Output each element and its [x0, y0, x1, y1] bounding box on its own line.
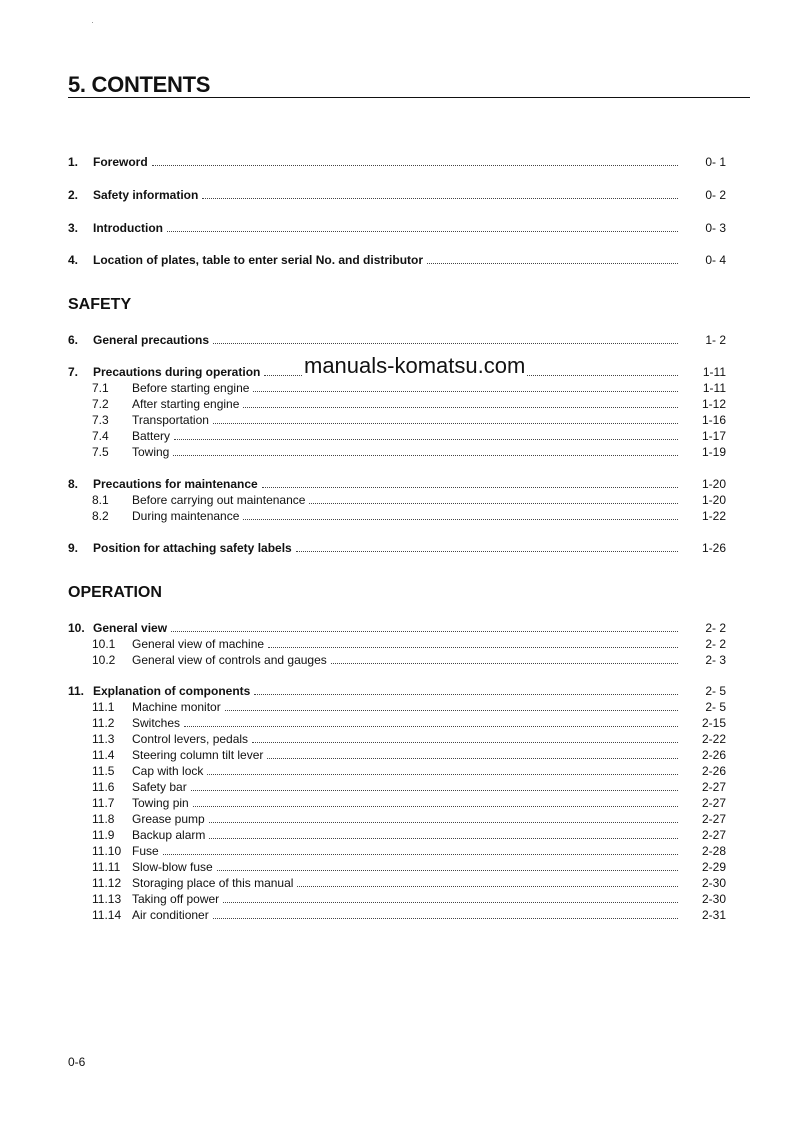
toc-entry-number: 7. [68, 365, 79, 379]
toc-entry-number: 11.14 [92, 908, 122, 922]
toc-entry[interactable] [68, 540, 726, 556]
toc-entry-title: Introduction [93, 221, 163, 235]
toc-entry-number: 1. [68, 155, 79, 169]
dot-leader [213, 412, 678, 424]
toc-entry-number: 11.13 [92, 892, 122, 906]
toc-entry[interactable] [68, 476, 726, 492]
toc-entry-page: 2-27 [701, 780, 726, 794]
toc-entry-number: 11.8 [92, 812, 115, 826]
toc-entry-page: 0- 1 [705, 155, 726, 169]
toc-entry[interactable] [68, 795, 726, 811]
toc-entry-page: 2-30 [701, 892, 726, 906]
toc-entry-page: 2-26 [701, 764, 726, 778]
toc-entry-page: 2- 3 [705, 653, 726, 667]
toc-entry-number: 11.6 [92, 780, 115, 794]
toc-entry[interactable] [68, 907, 726, 923]
toc-entry[interactable] [68, 396, 726, 412]
toc-entry[interactable] [68, 252, 726, 268]
toc-entry-page: 2-15 [701, 716, 726, 730]
dot-leader [254, 683, 678, 695]
dot-leader [297, 875, 678, 887]
toc-entry-page: 1-12 [701, 397, 726, 411]
toc-entry-number: 11.12 [92, 876, 122, 890]
toc-entry-number: 11.9 [92, 828, 115, 842]
dot-leader [223, 891, 678, 903]
toc-entry-number: 7.4 [92, 429, 109, 443]
toc-entry[interactable] [68, 620, 726, 636]
dot-leader [331, 652, 678, 664]
toc-entry-title: Cap with lock [132, 764, 204, 778]
toc-entry[interactable] [68, 763, 726, 779]
dot-leader [207, 763, 678, 775]
toc-entry-number: 11.1 [92, 700, 115, 714]
toc-entry-number: 11.4 [92, 748, 115, 762]
toc-entry-number: 11.7 [92, 796, 115, 810]
toc-entry-title: Taking off power [132, 892, 220, 906]
toc-entry-title: General view of controls and gauges [132, 653, 327, 667]
toc-entry-title: Fuse [132, 844, 159, 858]
dot-leader [174, 428, 678, 440]
toc-entry-title: Grease pump [132, 812, 205, 826]
toc-entry-number: 7.2 [92, 397, 109, 411]
toc-entry-page: 2-29 [701, 860, 726, 874]
dot-leader [243, 396, 678, 408]
toc-entry-page: 1-20 [701, 477, 726, 491]
toc-entry-title: Slow-blow fuse [132, 860, 213, 874]
toc-entry[interactable] [68, 747, 726, 763]
dot-leader [213, 907, 678, 919]
toc-entry-number: 8.1 [92, 493, 109, 507]
toc-entry-page: 1-26 [701, 541, 726, 555]
toc-entry-page: 1-11 [702, 365, 726, 379]
toc-entry-title: Before carrying out maintenance [132, 493, 306, 507]
dot-leader [191, 779, 678, 791]
toc-entry-number: 4. [68, 253, 79, 267]
toc-entry-title: Safety bar [132, 780, 187, 794]
toc-entry[interactable] [68, 492, 726, 508]
toc-entry[interactable] [68, 699, 726, 715]
dot-leader [225, 699, 678, 711]
toc-entry-title: General precautions [93, 333, 210, 347]
toc-entry-number: 2. [68, 188, 79, 202]
toc-entry-number: 10. [68, 621, 85, 635]
toc-entry-page: 2- 5 [705, 700, 726, 714]
toc-entry-title: General view [93, 621, 168, 635]
dot-leader [309, 492, 678, 504]
toc-entry-page: 2-31 [701, 908, 726, 922]
toc-entry[interactable] [68, 891, 726, 907]
toc-entry-number: 6. [68, 333, 79, 347]
toc-entry-title: Storaging place of this manual [132, 876, 294, 890]
toc-entry-page: 2- 5 [705, 684, 726, 698]
toc-entry-title: After starting engine [132, 397, 240, 411]
page-number: 0-6 [68, 1055, 86, 1069]
dot-leader [262, 476, 678, 488]
toc-entry[interactable] [68, 187, 726, 203]
dot-leader [217, 859, 678, 871]
toc-entry-page: 2-27 [701, 812, 726, 826]
toc-entry[interactable] [68, 636, 726, 652]
scan-speck [92, 22, 93, 23]
dot-leader [209, 827, 678, 839]
toc-entry[interactable] [68, 731, 726, 747]
toc-entry[interactable] [68, 380, 726, 396]
toc-entry[interactable] [68, 508, 726, 524]
toc-entry-number: 10.2 [92, 653, 116, 667]
toc-entry-page: 2- 2 [705, 637, 726, 651]
toc-entry-title: During maintenance [132, 509, 240, 523]
dot-leader [209, 811, 678, 823]
toc-entry[interactable] [68, 412, 726, 428]
toc-entry-page: 1-11 [702, 381, 726, 395]
toc-entry[interactable] [68, 843, 726, 859]
toc-entry[interactable] [68, 220, 726, 236]
toc-entry-number: 7.1 [92, 381, 109, 395]
toc-entry-page: 2-27 [701, 796, 726, 810]
toc-entry-title: Machine monitor [132, 700, 221, 714]
toc-entry[interactable] [68, 428, 726, 444]
toc-entry-title: Foreword [93, 155, 148, 169]
toc-entry-title: Explanation of components [93, 684, 251, 698]
toc-entry-page: 2-22 [701, 732, 726, 746]
dot-leader [152, 154, 678, 166]
toc-entry-number: 11.11 [92, 860, 121, 874]
page-title: 5. CONTENTS [68, 72, 211, 97]
toc-entry-page: 2-26 [701, 748, 726, 762]
toc-entry-title: Transportation [132, 413, 209, 427]
toc-entry[interactable] [68, 332, 726, 348]
toc-entry-title: Before starting engine [132, 381, 250, 395]
title-underline [68, 97, 750, 98]
toc-entry-title: Air conditioner [132, 908, 209, 922]
toc-entry-number: 11.5 [92, 764, 115, 778]
dot-leader [163, 843, 678, 855]
toc-entry[interactable] [68, 875, 726, 891]
dot-leader [267, 747, 678, 759]
toc-entry-page: 0- 2 [705, 188, 726, 202]
section-heading-safety: SAFETY [68, 296, 132, 313]
toc-entry[interactable] [68, 444, 726, 460]
toc-entry-number: 3. [68, 221, 79, 235]
dot-leader [184, 715, 678, 727]
dot-leader [296, 540, 678, 552]
toc-entry-number: 7.5 [92, 445, 109, 459]
dot-leader [202, 187, 678, 199]
toc-entry[interactable] [68, 859, 726, 875]
toc-entry-number: 11. [68, 684, 85, 698]
toc-entry-title: Precautions during operation [93, 365, 261, 379]
toc-entry-page: 2-30 [701, 876, 726, 890]
toc-entry-title: Switches [132, 716, 181, 730]
dot-leader [268, 636, 678, 648]
toc-entry-page: 1-16 [701, 413, 726, 427]
toc-entry[interactable] [68, 715, 726, 731]
toc-entry[interactable] [68, 779, 726, 795]
toc-entry-title: Steering column tilt lever [132, 748, 264, 762]
dot-leader [173, 444, 678, 456]
toc-entry-number: 11.2 [92, 716, 115, 730]
toc-entry-page: 1-19 [701, 445, 726, 459]
toc-entry[interactable] [68, 827, 726, 843]
toc-entry-title: Location of plates, table to enter serial No. and distributor [93, 253, 424, 267]
toc-entry-title: Battery [132, 429, 171, 443]
dot-leader [193, 795, 678, 807]
toc-entry-page: 1- 2 [705, 333, 726, 347]
toc-entry-title: Precautions for maintenance [93, 477, 258, 491]
toc-entry-page: 2-28 [701, 844, 726, 858]
toc-entry-title: Towing [132, 445, 170, 459]
toc-entry-title: Position for attaching safety labels [93, 541, 292, 555]
toc-entry-title: Safety information [93, 188, 199, 202]
toc-entry-title: Towing pin [132, 796, 189, 810]
toc-entry-number: 9. [68, 541, 79, 555]
watermark: manuals-komatsu.com [304, 353, 526, 378]
toc-entry-number: 11.10 [92, 844, 122, 858]
toc-entry-title: General view of machine [132, 637, 265, 651]
toc-entry-page: 2- 2 [705, 621, 726, 635]
dot-leader [243, 508, 678, 520]
toc-entry-title: Backup alarm [132, 828, 206, 842]
toc-entry-number: 10.1 [92, 637, 116, 651]
section-heading-operation: OPERATION [68, 584, 162, 601]
toc-entry-number: 8.2 [92, 509, 109, 523]
toc-entry-page: 1-22 [701, 509, 726, 523]
dot-leader [252, 731, 678, 743]
toc-entry[interactable] [68, 683, 726, 699]
dot-leader [171, 620, 678, 632]
toc-entry-page: 0- 3 [705, 221, 726, 235]
toc-entry[interactable] [68, 154, 726, 170]
toc-entry-page: 1-20 [701, 493, 726, 507]
toc-entry-page: 0- 4 [705, 253, 726, 267]
toc-entry-page: 2-27 [701, 828, 726, 842]
toc-entry-title: Control levers, pedals [132, 732, 249, 746]
dot-leader [427, 252, 678, 264]
dot-leader [253, 380, 678, 392]
toc-entry-page: 1-17 [701, 429, 726, 443]
toc-entry-number: 11.3 [92, 732, 115, 746]
toc-entry-number: 8. [68, 477, 79, 491]
dot-leader [213, 332, 678, 344]
toc-entry[interactable] [68, 652, 726, 668]
toc-entry-number: 7.3 [92, 413, 109, 427]
toc-entry[interactable] [68, 811, 726, 827]
dot-leader [167, 220, 678, 232]
